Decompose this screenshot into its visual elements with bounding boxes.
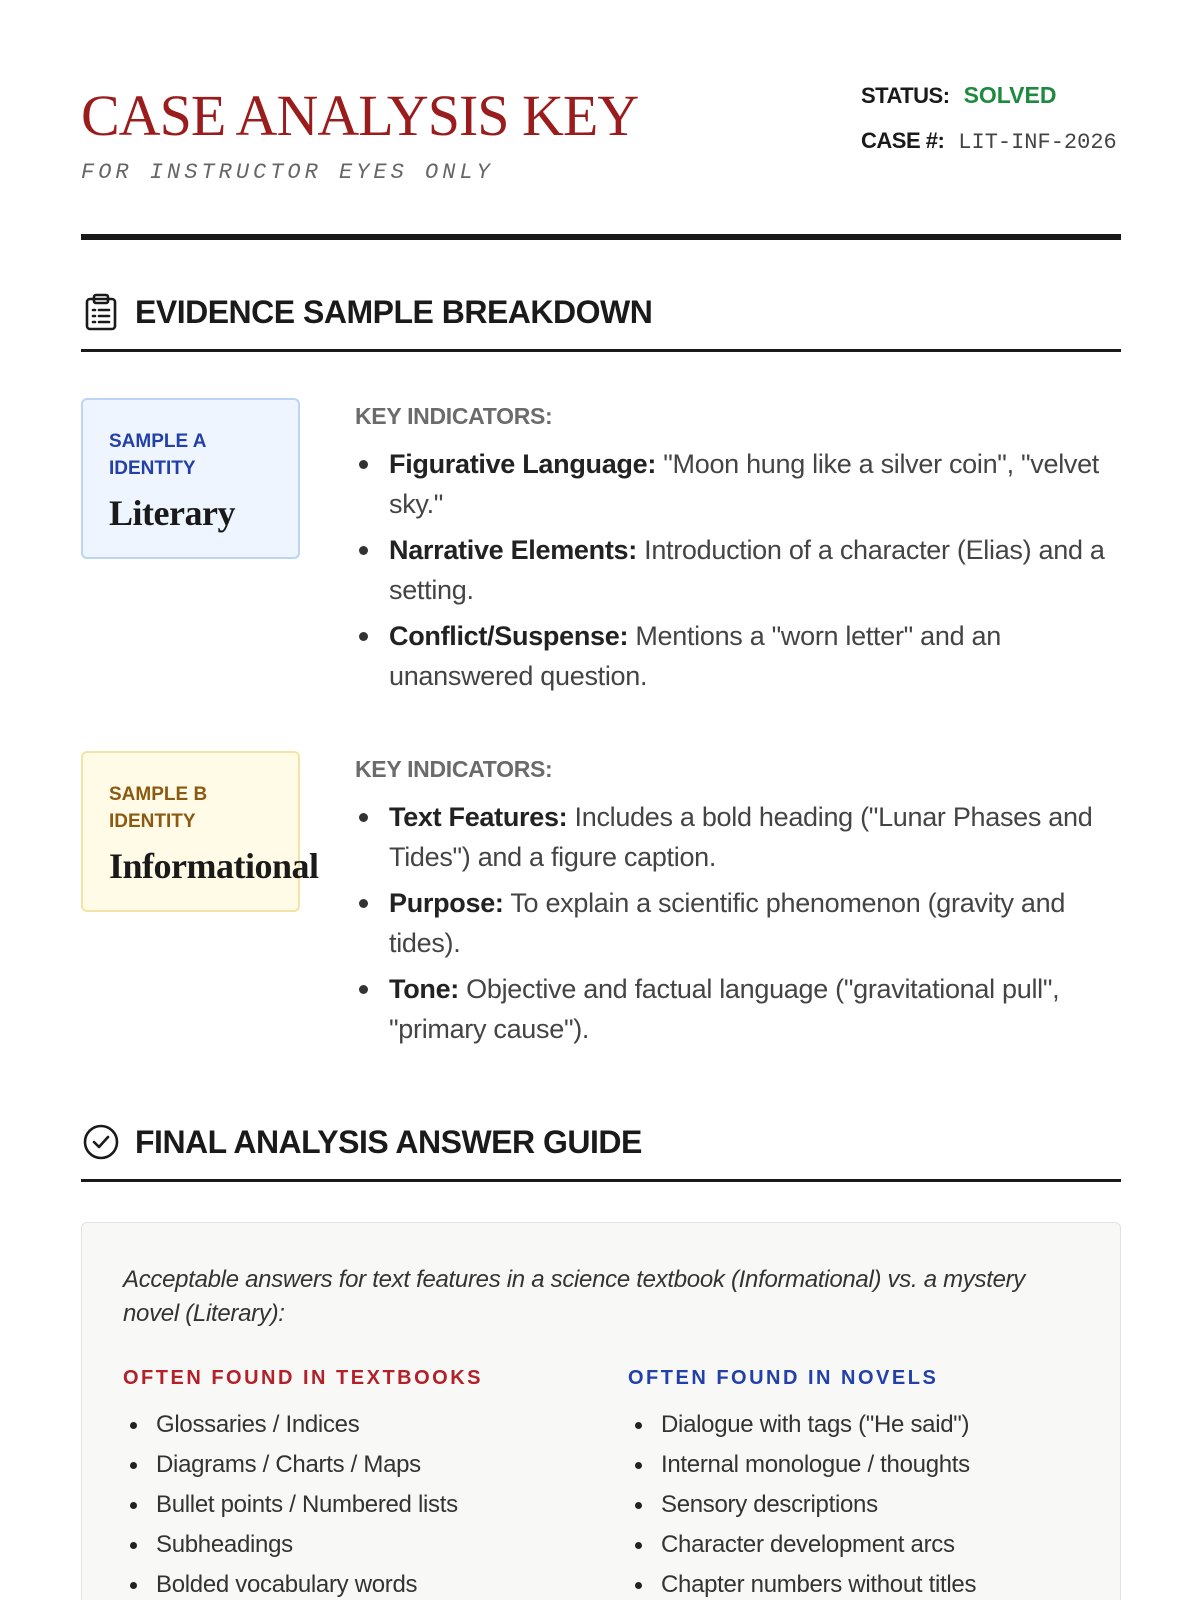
sample-b-card	[81, 751, 319, 912]
list-item-text: Character development arcs	[661, 1531, 955, 1558]
case-meta	[861, 82, 1121, 174]
sample-a-identity: Literary	[109, 493, 235, 533]
indicator-term: Purpose:	[389, 888, 504, 918]
list-item	[123, 1445, 593, 1485]
bullet-icon	[635, 1422, 642, 1429]
indicator-item	[355, 444, 1121, 524]
list-item	[628, 1445, 1098, 1485]
sample-b-identity: Informational	[109, 846, 319, 886]
indicator-item	[355, 797, 1121, 877]
list-item-text: Chapter numbers without titles	[661, 1571, 977, 1598]
novels-heading: OFTEN FOUND IN NOVELS	[628, 1367, 939, 1389]
sample-b-label: SAMPLE B IDENTITY	[109, 784, 208, 832]
indicator-item	[355, 616, 1121, 696]
answer-key-page	[81, 0, 1121, 1600]
bullet-icon	[130, 1422, 137, 1429]
sample-b-indicators-heading: KEY INDICATORS:	[355, 756, 553, 782]
final-heading-text: FINAL ANALYSIS ANSWER GUIDE	[135, 1124, 642, 1160]
evidence-heading-text: EVIDENCE SAMPLE BREAKDOWN	[135, 294, 653, 330]
indicator-term: Text Features:	[389, 802, 568, 832]
status-badge: SOLVED	[963, 82, 1057, 108]
final-section-heading	[81, 1122, 1121, 1182]
bullet-icon	[635, 1542, 642, 1549]
check-circle-icon	[81, 1122, 121, 1162]
list-item	[628, 1485, 1098, 1525]
textbooks-heading: OFTEN FOUND IN TEXTBOOKS	[123, 1367, 483, 1389]
indicator-term: Figurative Language:	[389, 449, 657, 479]
novels-list	[628, 1405, 1098, 1600]
sample-a-card	[81, 398, 300, 559]
indicator-term: Conflict/Suspense:	[389, 621, 629, 651]
bullet-icon	[635, 1502, 642, 1509]
page-subtitle: FOR INSTRUCTOR EYES ONLY	[81, 160, 494, 185]
bullet-icon	[359, 899, 368, 908]
bullet-icon	[635, 1462, 642, 1469]
bullet-icon	[359, 813, 368, 822]
list-item-text: Diagrams / Charts / Maps	[156, 1451, 421, 1478]
indicator-text: Objective and factual language ("gravitational pull", "primary cause").	[389, 974, 1060, 1044]
clipboard-list-icon	[81, 292, 121, 332]
header-divider	[81, 234, 1121, 240]
sample-a-indicators	[355, 398, 1121, 702]
status-label: STATUS:	[861, 83, 950, 108]
bullet-icon	[130, 1502, 137, 1509]
case-number-value: LIT-INF-2026	[958, 130, 1117, 155]
sample-a-indicators-heading: KEY INDICATORS:	[355, 403, 553, 429]
list-item-text: Internal monologue / thoughts	[661, 1451, 970, 1478]
answer-guide-intro: Acceptable answers for text features in a science textbook (Informational) vs. a mystery novel (Literary):	[123, 1266, 1026, 1327]
indicator-term: Tone:	[389, 974, 459, 1004]
answer-guide-panel	[81, 1222, 1121, 1600]
header	[81, 80, 1121, 240]
case-number-row	[861, 128, 1121, 174]
list-item	[628, 1565, 1098, 1600]
indicator-text: "Moon hung like a silver coin", "velvet sky."	[389, 449, 1100, 519]
bullet-icon	[130, 1542, 137, 1549]
bullet-icon	[359, 985, 368, 994]
page-title: CASE ANALYSIS KEY	[81, 83, 639, 148]
indicator-term: Narrative Elements:	[389, 535, 637, 565]
bullet-icon	[130, 1582, 137, 1589]
list-item-text: Subheadings	[156, 1531, 293, 1558]
list-item-text: Bullet points / Numbered lists	[156, 1491, 458, 1518]
list-item	[123, 1525, 593, 1565]
textbooks-list	[123, 1405, 593, 1600]
list-item	[123, 1565, 593, 1600]
list-item-text: Bolded vocabulary words	[156, 1571, 418, 1598]
list-item-text: Sensory descriptions	[661, 1491, 878, 1518]
bullet-icon	[359, 546, 368, 555]
status-row	[861, 82, 1121, 128]
list-item	[123, 1405, 593, 1445]
indicator-item	[355, 883, 1121, 963]
list-item	[628, 1525, 1098, 1565]
bullet-icon	[359, 632, 368, 641]
indicator-text: Mentions a "worn letter" and an unanswered question.	[389, 621, 1001, 691]
case-number-label: CASE #:	[861, 128, 945, 153]
bullet-icon	[130, 1462, 137, 1469]
bullet-icon	[359, 460, 368, 469]
indicator-text: Introduction of a character (Elias) and a setting.	[389, 535, 1105, 605]
sample-b-indicator-list	[355, 797, 1121, 1049]
indicator-text: Includes a bold heading ("Lunar Phases and Tides") and a figure caption.	[389, 802, 1093, 872]
list-item-text: Dialogue with tags ("He said")	[661, 1411, 970, 1438]
list-item	[628, 1405, 1098, 1445]
novels-column	[628, 1363, 1098, 1600]
evidence-section-heading	[81, 292, 1121, 352]
sample-a-label: SAMPLE A IDENTITY	[109, 431, 206, 479]
list-item-text: Glossaries / Indices	[156, 1411, 360, 1438]
list-item	[123, 1485, 593, 1525]
indicator-text: To explain a scientific phenomenon (gravity and tides).	[389, 888, 1066, 958]
indicator-item	[355, 969, 1121, 1049]
sample-a-indicator-list	[355, 444, 1121, 696]
indicator-item	[355, 530, 1121, 610]
sample-b-indicators	[355, 751, 1121, 1055]
textbooks-column	[123, 1363, 593, 1600]
bullet-icon	[635, 1582, 642, 1589]
